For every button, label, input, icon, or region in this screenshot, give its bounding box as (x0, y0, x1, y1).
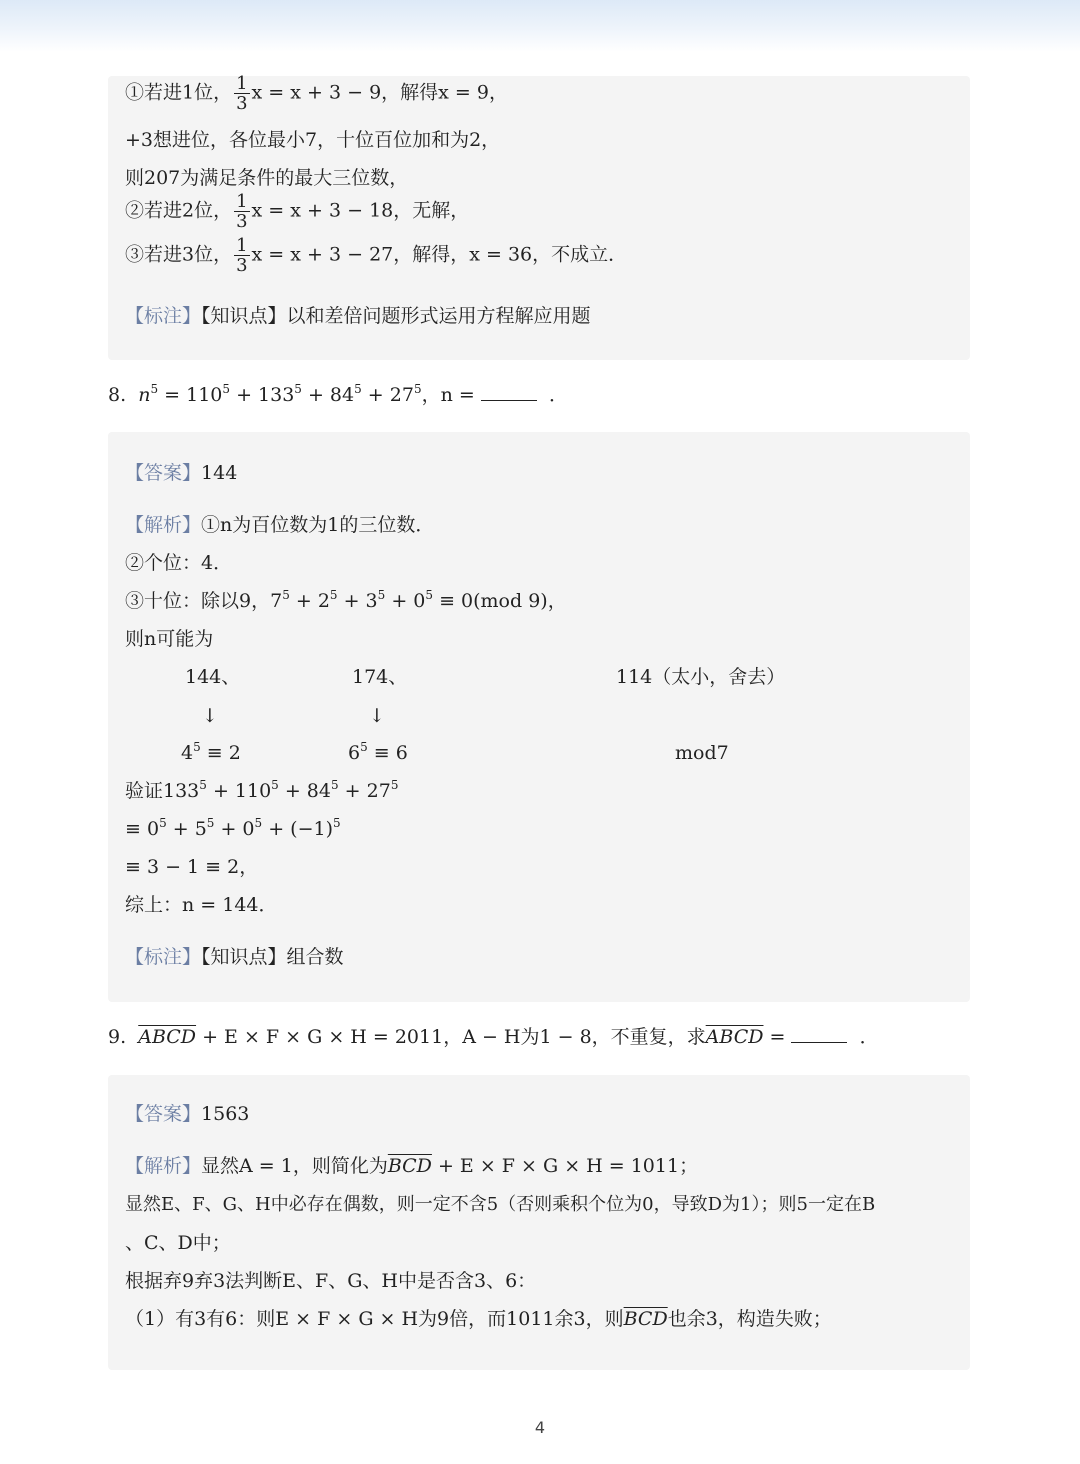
candidate-114: 114（太小，舍去） (616, 666, 786, 688)
note-tag: 【标注】 (125, 305, 202, 327)
analysis-line: ≡ $0^5 + 5^5 + 0^5 + (-1)^5$ (125, 816, 341, 840)
fraction: $\frac{1}{3}$ (236, 235, 248, 276)
header-band (0, 0, 1080, 52)
answer-line: 【答案】1563 (125, 1103, 250, 1125)
analysis-tag: 【解析】 (125, 514, 202, 536)
analysis-tag: 【解析】 (125, 1155, 202, 1177)
analysis-line: 综上：n = 144． (125, 894, 278, 916)
question-8: 8. $n^5 = 110^5 + 133^5 + 84^5 + 27^5$，n = ． (108, 382, 568, 406)
analysis-line: （1）有3有6：则E × F × G × H为9倍，而1011余3，则$\overline{BCD}$也余3，构造失败； (125, 1308, 832, 1330)
answer-blank[interactable] (481, 384, 537, 401)
analysis-line: 显然E、F、G、H中必存在偶数，则一定不含5（否则乘积个位为0，导致D为1）；则5一定在B (125, 1194, 876, 1215)
analysis-line: 【解析】①n为百位数为1的三位数． (125, 514, 435, 536)
solution-line: ①若进1位， $\frac{1}{3}$ x = x + 3 − 9，解得x = 9， (125, 73, 508, 114)
analysis-line: ②个位：4． (125, 552, 233, 574)
solution-line: ③若进3位， $\frac{1}{3}$ x = x + 3 − 27，解得，x = 36，不成立． (125, 235, 628, 276)
analysis-line: ③十位：除以9，$7^5 + 2^5 + 3^5 + 0^5 \equiv 0(mod$ 9)， (125, 588, 567, 612)
page-number: 4 (534, 1418, 546, 1437)
fraction: $\frac{1}{3}$ (236, 73, 248, 114)
answer-tag: 【答案】 (125, 1103, 202, 1125)
question-9: 9. ABCD + E × F × G × H = 2011，A − H为1 − 8，不重复，求ABCD = ． (108, 1026, 879, 1048)
residue-6: $6^5 \equiv 6$ (348, 740, 408, 764)
fraction: $\frac{1}{3}$ (236, 191, 248, 232)
candidate-144: 144、 (185, 666, 241, 688)
answer-tag: 【答案】 (125, 462, 202, 484)
analysis-line: 【解析】显然A = 1，则简化为$\overline{BCD} + E \times F \times G \times H = 1011$； (125, 1155, 699, 1177)
note-line: 【标注】【知识点】组合数 (125, 946, 344, 968)
solution-line: +3想进位，各位最小7，十位百位加和为2， (125, 129, 501, 151)
mod7-label: mod7 (675, 742, 729, 764)
candidate-174: 174、 (352, 666, 408, 688)
solution-line: ②若进2位， $\frac{1}{3}$ x = x + 3 − 18，无解， (125, 191, 470, 232)
solution-line: 则207为满足条件的最大三位数， (125, 167, 409, 189)
answer-blank[interactable] (791, 1026, 847, 1043)
note-line: 【标注】【知识点】以和差倍问题形式运用方程解应用题 (125, 305, 591, 327)
analysis-line: 根据弃9弃3法判断E、F、G、H中是否含3、6： (125, 1270, 537, 1292)
residue-4: $4^5 \equiv 2$ (181, 740, 241, 764)
down-arrow-icon: ↓ (202, 705, 218, 727)
note-tag: 【标注】 (125, 946, 202, 968)
analysis-line: 验证$133^5 + 110^5 + 84^5 + 27^5$ (125, 778, 399, 802)
down-arrow-icon: ↓ (369, 705, 385, 727)
analysis-line: 则n可能为 (125, 628, 214, 650)
analysis-line: 、C、D中； (125, 1232, 231, 1254)
answer-line: 【答案】144 (125, 462, 238, 484)
analysis-line: ≡ 3 − 1 ≡ 2， (125, 856, 259, 878)
